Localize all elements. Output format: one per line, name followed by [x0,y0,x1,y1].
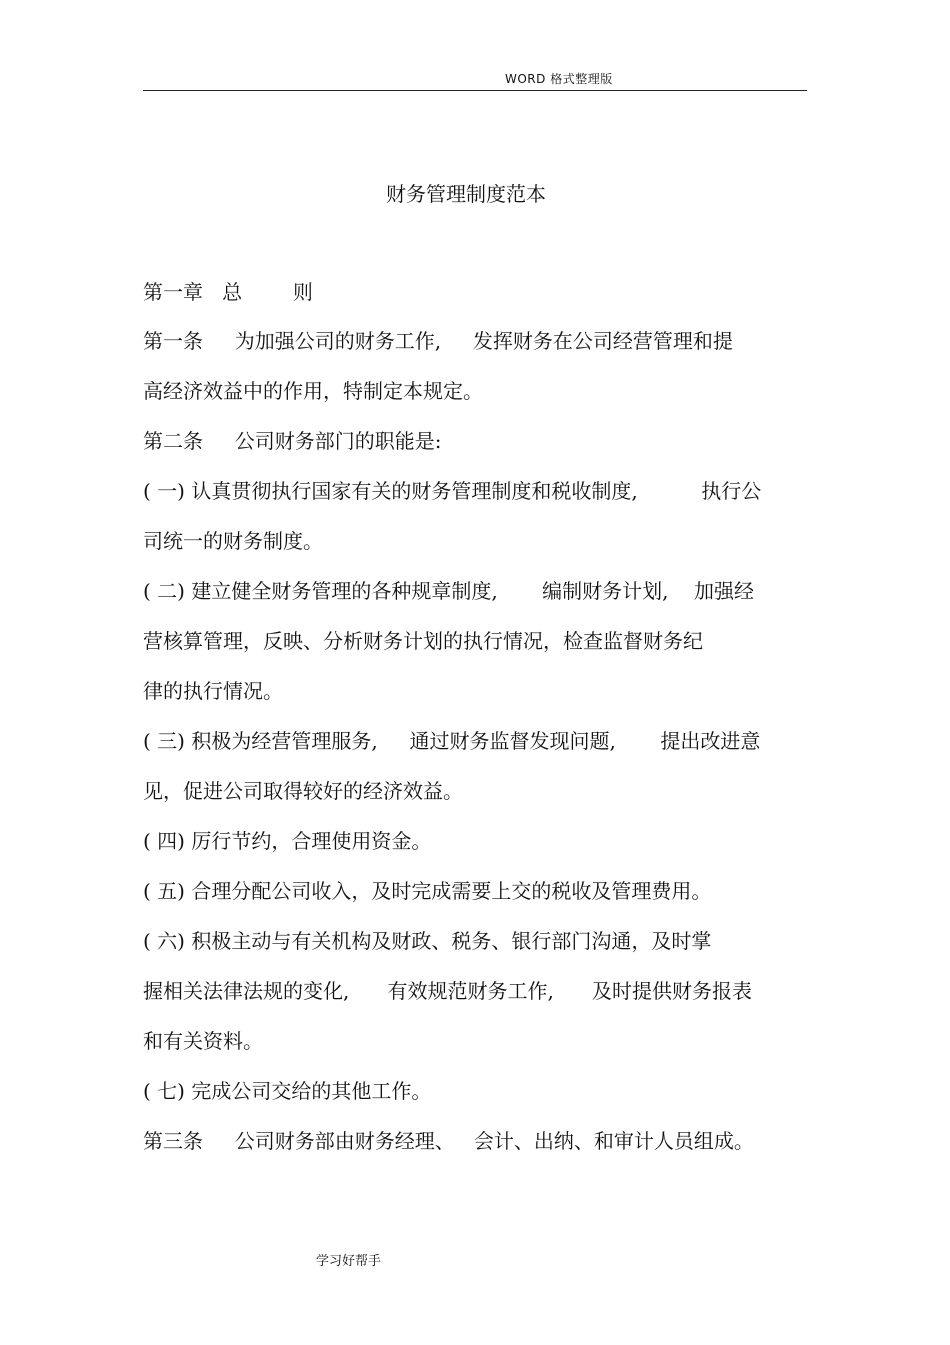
paragraph-line: ( 四) 厉行节约，合理使用资金。 [143,829,432,853]
paragraph-line: 高经济效益中的作用，特制定本规定。 [143,379,483,403]
paragraph-line: ( 五) 合理分配公司收入，及时完成需要上交的税收及管理费用。 [143,879,712,903]
paragraph-line: 第三条 公司财务部由财务经理、 会计、出纳、和审计人员组成。 [143,1129,754,1153]
document-title: 财务管理制度范本 [386,182,546,206]
paragraph-line: 第二条 公司财务部门的职能是: [143,429,442,453]
paragraph-line: ( 六) 积极主动与有关机构及财政、税务、银行部门沟通，及时掌 [143,929,712,953]
paragraph-line: 营核算管理，反映、分析财务计划的执行情况，检查监督财务纪 [143,629,703,653]
paragraph-line: 见，促进公司取得较好的经济效益。 [143,779,463,803]
paragraph-line: 握相关法律法规的变化, 有效规范财务工作, 及时提供财务报表 [143,979,753,1003]
page-footer: 学习好帮手 [316,1254,382,1269]
chapter-heading: 第一章 总 则 [143,280,313,304]
paragraph-line: ( 二) 建立健全财务管理的各种规章制度, 编制财务计划, 加强经 [143,579,754,603]
paragraph-line: 和有关资料。 [143,1029,263,1053]
header-divider [143,90,807,91]
paragraph-line: ( 一) 认真贯彻执行国家有关的财务管理制度和税收制度, 执行公 [143,479,762,503]
paragraph-line: 第一条 为加强公司的财务工作, 发挥财务在公司经营管理和提 [143,329,733,353]
paragraph-line: ( 七) 完成公司交给的其他工作。 [143,1079,432,1103]
page-header: WORD 格式整理版 [505,72,613,86]
paragraph-line: 律的执行情况。 [143,679,283,703]
paragraph-line: 司统一的财务制度。 [143,529,323,553]
paragraph-line: ( 三) 积极为经营管理服务, 通过财务监督发现问题, 提出改进意 [143,729,761,753]
